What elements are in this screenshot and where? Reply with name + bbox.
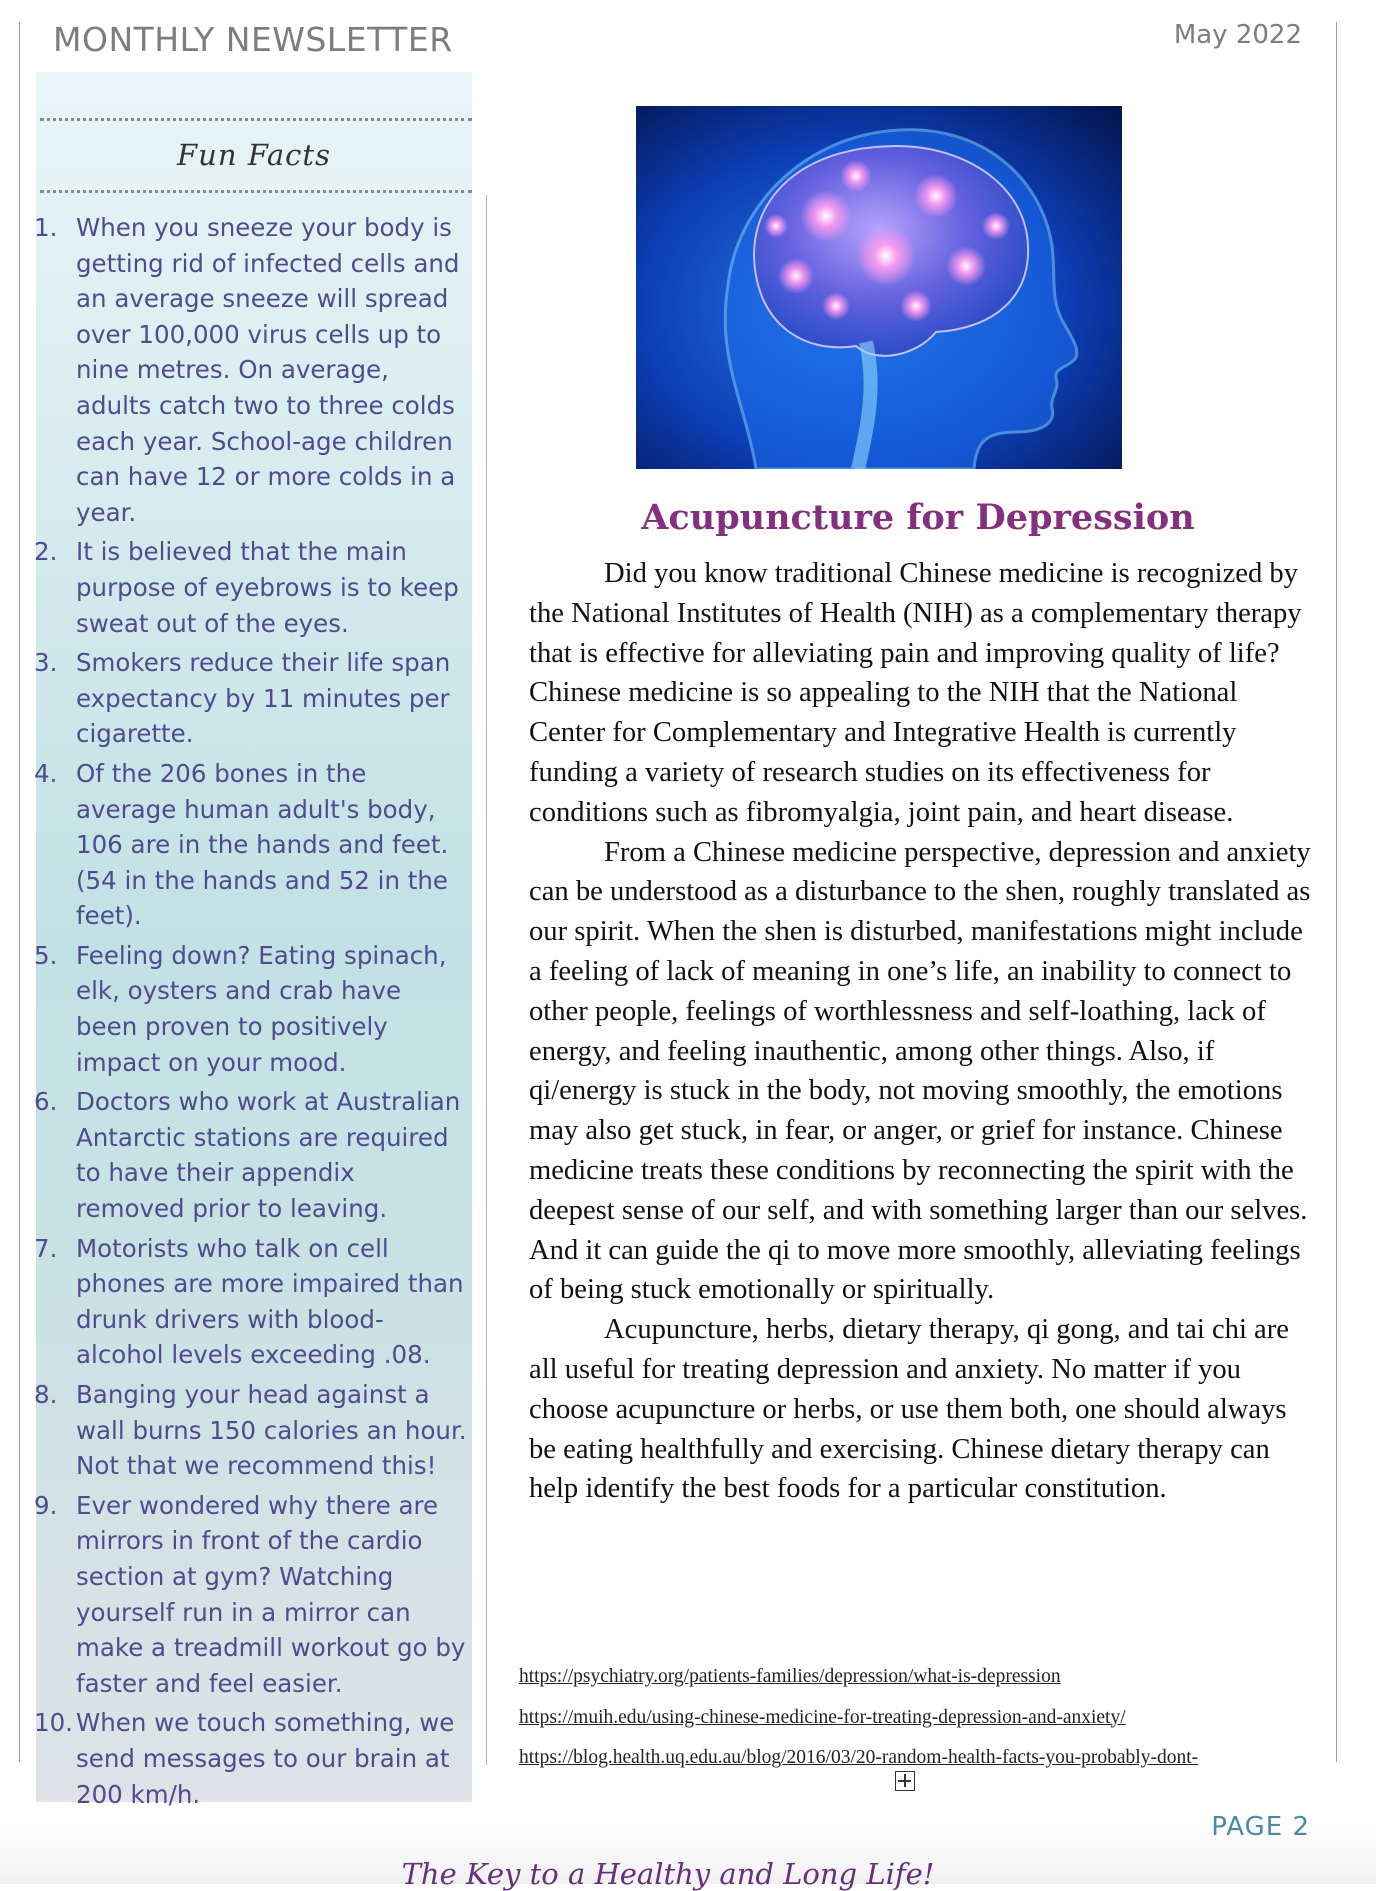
fact-item [34, 1705, 470, 1812]
source-links [519, 1666, 1319, 1788]
fact-item [34, 1084, 470, 1226]
fact-item [34, 210, 470, 530]
fact-number: 9. [34, 1490, 58, 1520]
fact-text: It is believed that the main purpose of eyebrows is to keep sweat out of the eyes. [76, 537, 459, 638]
fact-text: When you sneeze your body is getting rid of infected cells and an average sneeze will spread over 100,000 virus cells up to nine metres. On average, adults catch two to three colds each year. School-age children can have 12 or more colds in a year. [76, 213, 460, 527]
newsletter-masthead: MONTHLY NEWSLETTER [53, 20, 453, 59]
column-divider-rule [486, 195, 487, 1765]
fact-text: Motorists who talk on cell phones are more impaired than drunk drivers with blood-alcohol levels exceeding .08. [76, 1233, 464, 1370]
fact-item [34, 645, 470, 752]
fact-item [34, 1377, 470, 1484]
fact-item [34, 938, 470, 1080]
fact-number: 2. [34, 537, 58, 567]
fact-item [34, 534, 470, 641]
fact-number: 10. [34, 1708, 73, 1738]
article-title: Acupuncture for Depression [641, 497, 1195, 538]
article-body [529, 554, 1319, 1509]
fun-facts-list [34, 210, 470, 1816]
fact-number: 3. [34, 648, 58, 678]
fact-text: Doctors who work at Australian Antarctic stations are required to have their appendix removed prior to leaving. [76, 1087, 461, 1224]
fact-text: Of the 206 bones in the average human adult's body, 106 are in the hands and feet. (54 in the hands and 52 in the feet). [76, 758, 449, 931]
fun-facts-heading: Fun Facts [177, 138, 331, 172]
sidebar-top-dotted-rule [40, 118, 472, 121]
fact-number: 5. [34, 940, 58, 970]
fact-text: When we touch something, we send messages to our brain at 200 km/h. [76, 1708, 455, 1809]
fact-text: Feeling down? Eating spinach, elk, oysters and crab have been proven to positively impact on your mood. [76, 940, 447, 1077]
fact-number: 4. [34, 758, 58, 788]
fact-item [34, 1231, 470, 1373]
fact-item [34, 1488, 470, 1702]
fact-item [34, 756, 470, 934]
source-link-psychiatry[interactable]: https://psychiatry.org/patients-families/depression/what-is-depression [519, 1666, 1061, 1687]
fact-text: Banging your head against a wall burns 150 calories an hour. Not that we recommend this! [76, 1380, 467, 1481]
source-link-muih[interactable]: https://muih.edu/using-chinese-medicine-for-treating-depression-and-anxiety/ [519, 1706, 1126, 1728]
sidebar-bottom-dotted-rule [40, 190, 472, 193]
fact-number: 1. [34, 213, 58, 242]
fact-number: 7. [34, 1233, 58, 1263]
footer-tagline: The Key to a Healthy and Long Life! [401, 1857, 935, 1891]
fact-number: 8. [34, 1380, 58, 1409]
article-paragraph: From a Chinese medicine perspective, depression and anxiety can be understood as a disturbance to the shen, roughly translated as our spirit. When the shen is disturbed, manifestations might include a feeling of lack of meaning in one’s life, an inability to connect to other people, feelings of worthlessness and self-loathing, lack of energy, and feeling inauthentic, among other things. Also, if qi/energy is stuck in the body, not moving smoothly, the emotions may also get stuck, in fear, or anger, or grief for instance. Chinese medicine treats these conditions by reconnecting the spirit with the deepest sense of our self, and with something larger than our selves. And it can guide the qi to move more smoothly, alleviating feelings of being stuck emotionally or spiritually. [529, 836, 1311, 1306]
fact-text: Smokers reduce their life span expectancy by 11 minutes per cigarette. [76, 648, 451, 749]
article-paragraph: Did you know traditional Chinese medicine is recognized by the National Institutes of Health (NIH) as a complementary therapy that is effective for alleviating pain and improving quality of life? Chinese medicine is so appealing to the NIH that the National Center for Complementary and Integrative Health is currently funding a variety of research studies on its effectiveness for conditions such as fibromyalgia, joint pain, and heart disease. [529, 558, 1302, 828]
issue-date: May 2022 [1173, 20, 1302, 50]
brain-head-graphic [636, 106, 1122, 469]
right-margin-rule [1336, 22, 1337, 1762]
fact-text: Ever wondered why there are mirrors in front of the cardio section at gym? Watching yourself run in a mirror can make a treadmill workout go by faster and feel easier. [76, 1490, 466, 1698]
article-paragraph: Acupuncture, herbs, dietary therapy, qi gong, and tai chi are all useful for treating depression and anxiety. No matter if you choose acupuncture or herbs, or use them both, one should always be eating healthfully and exercising. Chinese dietary therapy can help identify the best foods for a particular constitution. [529, 1314, 1289, 1505]
brain-illustration [636, 106, 1122, 469]
expand-plus-icon[interactable] [895, 1771, 915, 1791]
source-link-uq-blog[interactable]: https://blog.health.uq.edu.au/blog/2016/03/20-random-health-facts-you-probably-dont- [519, 1747, 1199, 1768]
fact-number: 6. [34, 1087, 58, 1117]
left-margin-rule [19, 22, 20, 1762]
page-number: PAGE 2 [1211, 1812, 1310, 1842]
